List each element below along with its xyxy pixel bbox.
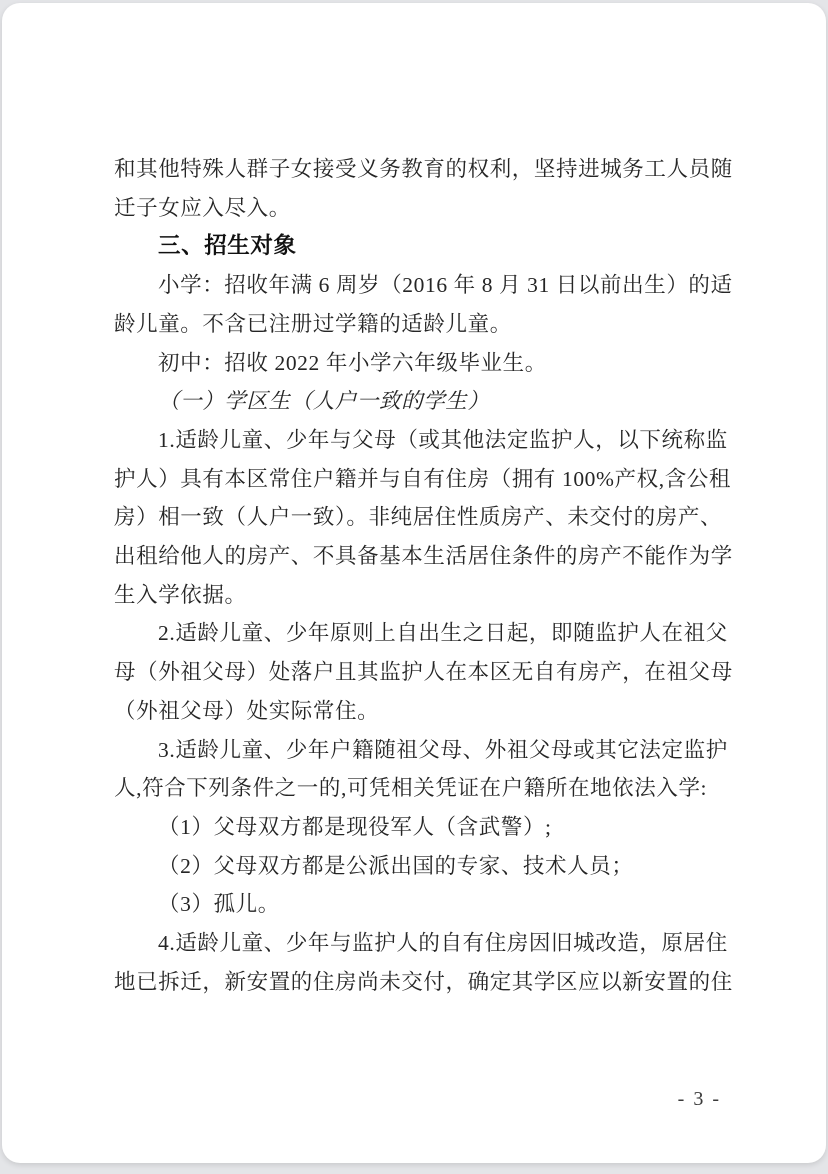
text-line: 生入学依据。 — [114, 582, 247, 607]
text-line: 3.适龄儿童、少年户籍随祖父母、外祖父母或其它法定监护 — [158, 737, 728, 762]
text-line: （1）父母双方都是现役军人（含武警）; — [158, 814, 552, 839]
text-line: 人,符合下列条件之一的,可凭相关凭证在户籍所在地依法入学: — [114, 776, 708, 801]
text-line: 2.适龄儿童、少年原则上自出生之日起，即随监护人在祖父 — [158, 621, 728, 646]
subsection-heading: （一）学区生（人户一致的学生） — [158, 389, 490, 414]
section-heading: 三、招生对象 — [158, 233, 297, 259]
text-line: （2）父母双方都是公派出国的专家、技术人员； — [158, 853, 634, 878]
text-line: 迁子女应入尽入。 — [114, 195, 291, 220]
text-line: 4.适龄儿童、少年与监护人的自有住房因旧城改造，原居住 — [158, 931, 728, 956]
text-line: 龄儿童。不含已注册过学籍的适龄儿童。 — [114, 311, 512, 336]
document-page — [2, 3, 826, 1163]
text-line: 1.适龄儿童、少年与父母（或其他法定监护人，以下统称监 — [158, 427, 728, 452]
text-line: 母（外祖父母）处落户且其监护人在本区无自有房产，在祖父母 — [114, 660, 733, 685]
text-line: 初中：招收 2022 年小学六年级毕业生。 — [158, 350, 547, 375]
text-line: （外祖父母）处实际常住。 — [114, 698, 380, 723]
text-line: 房）相一致（人户一致）。非纯居住性质房产、未交付的房产、 — [114, 505, 723, 530]
text-line: 护人）具有本区常住户籍并与自有住房（拥有 100%产权,含公租 — [114, 466, 732, 491]
document-body — [114, 150, 732, 1001]
text-line: 地已拆迁，新安置的住房尚未交付，确定其学区应以新安置的住 — [114, 969, 733, 994]
text-line: 和其他特殊人群子女接受义务教育的权利，坚持进城务工人员随 — [114, 157, 733, 181]
text-line: 小学：招收年满 6 周岁（2016 年 8 月 31 日以前出生）的适 — [158, 273, 733, 298]
text-line: 出租给他人的房产、不具备基本生活居住条件的房产不能作为学 — [114, 544, 733, 569]
text-line: （3）孤儿。 — [158, 892, 280, 917]
page-number: - 3 - — [677, 1088, 721, 1110]
